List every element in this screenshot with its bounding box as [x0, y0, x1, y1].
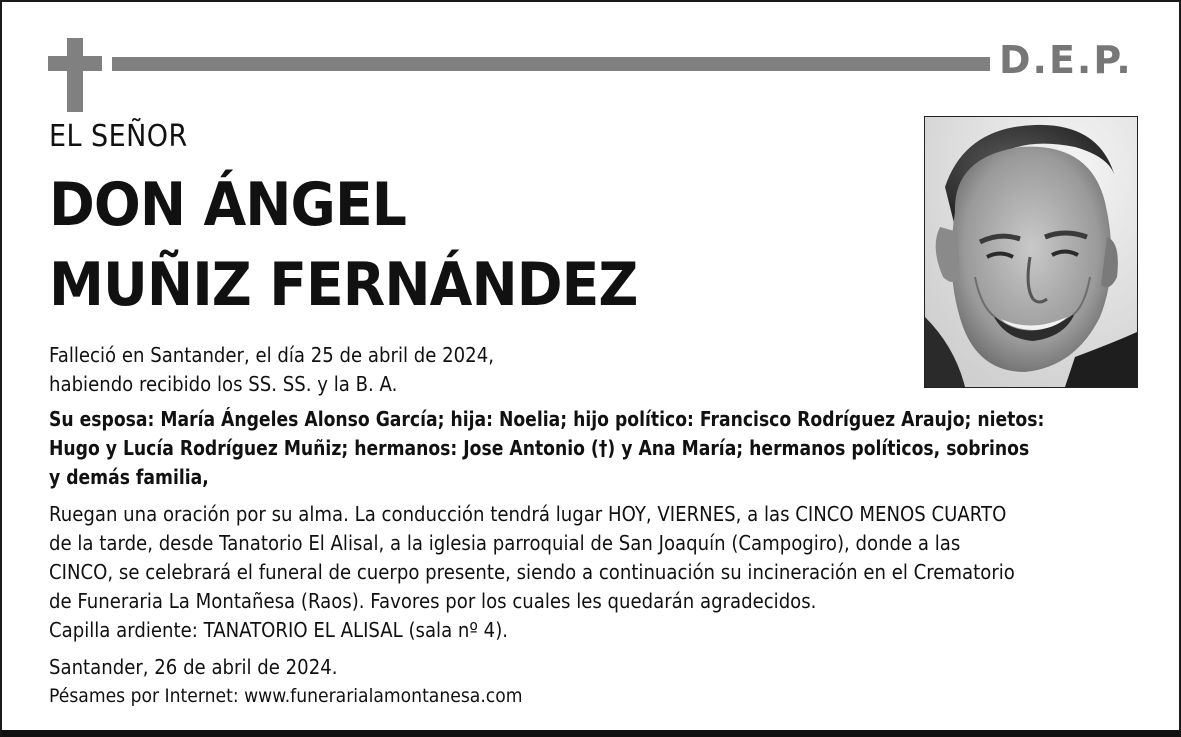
family-line: Su esposa: María Ángeles Alonso García; hija: Noelia; hijo político: Francisco Rodríguez Araujo; nietos:: [49, 407, 1045, 431]
family-list: [49, 405, 1044, 492]
portrait-photo: [924, 116, 1138, 388]
ceremony-line: de Funeraria La Montañesa (Raos). Favores por los cuales les quedarán agradecidos.: [49, 589, 817, 613]
dep-label: D.E.P.: [999, 38, 1133, 82]
chapel-line: Capilla ardiente: TANATORIO EL ALISAL (sala nº 4).: [49, 618, 509, 642]
cross-icon: [48, 38, 102, 112]
ceremony-line: de la tarde, desde Tanatorio El Alisal, a la iglesia parroquial de San Joaquín (Campogiro), donde a las: [49, 531, 961, 555]
death-notice-line: habiendo recibido los SS. SS. y la B. A.: [49, 372, 398, 396]
ceremony-line: Ruegan una oración por su alma. La conducción tendrá lugar HOY, VIERNES, a las CINCO MENOS CUARTO: [49, 502, 1007, 526]
ceremony-line: CINCO, se celebrará el funeral de cuerpo presente, siendo a continuación su incineración en el Crematorio: [49, 560, 1015, 584]
death-notice-line: Falleció en Santander, el día 25 de abril de 2024,: [49, 343, 494, 367]
deceased-name-line-1: DON ÁNGEL: [49, 170, 406, 240]
death-notice: [49, 341, 494, 399]
header-rule: [112, 57, 990, 71]
family-line: Hugo y Lucía Rodríguez Muñiz; hermanos: Jose Antonio (†) y Ana María; hermanos políticos, sobrinos: [49, 436, 1030, 460]
condolences-website: Pésames por Internet: www.funerarialamontanesa.com: [49, 685, 523, 707]
place-date: Santander, 26 de abril de 2024.: [49, 655, 338, 679]
honorific-title: EL SEÑOR: [49, 119, 188, 154]
deceased-name-line-2: MUÑIZ FERNÁNDEZ: [49, 250, 638, 320]
family-line: y demás familia,: [49, 465, 209, 489]
ceremony-details: [49, 500, 1015, 645]
